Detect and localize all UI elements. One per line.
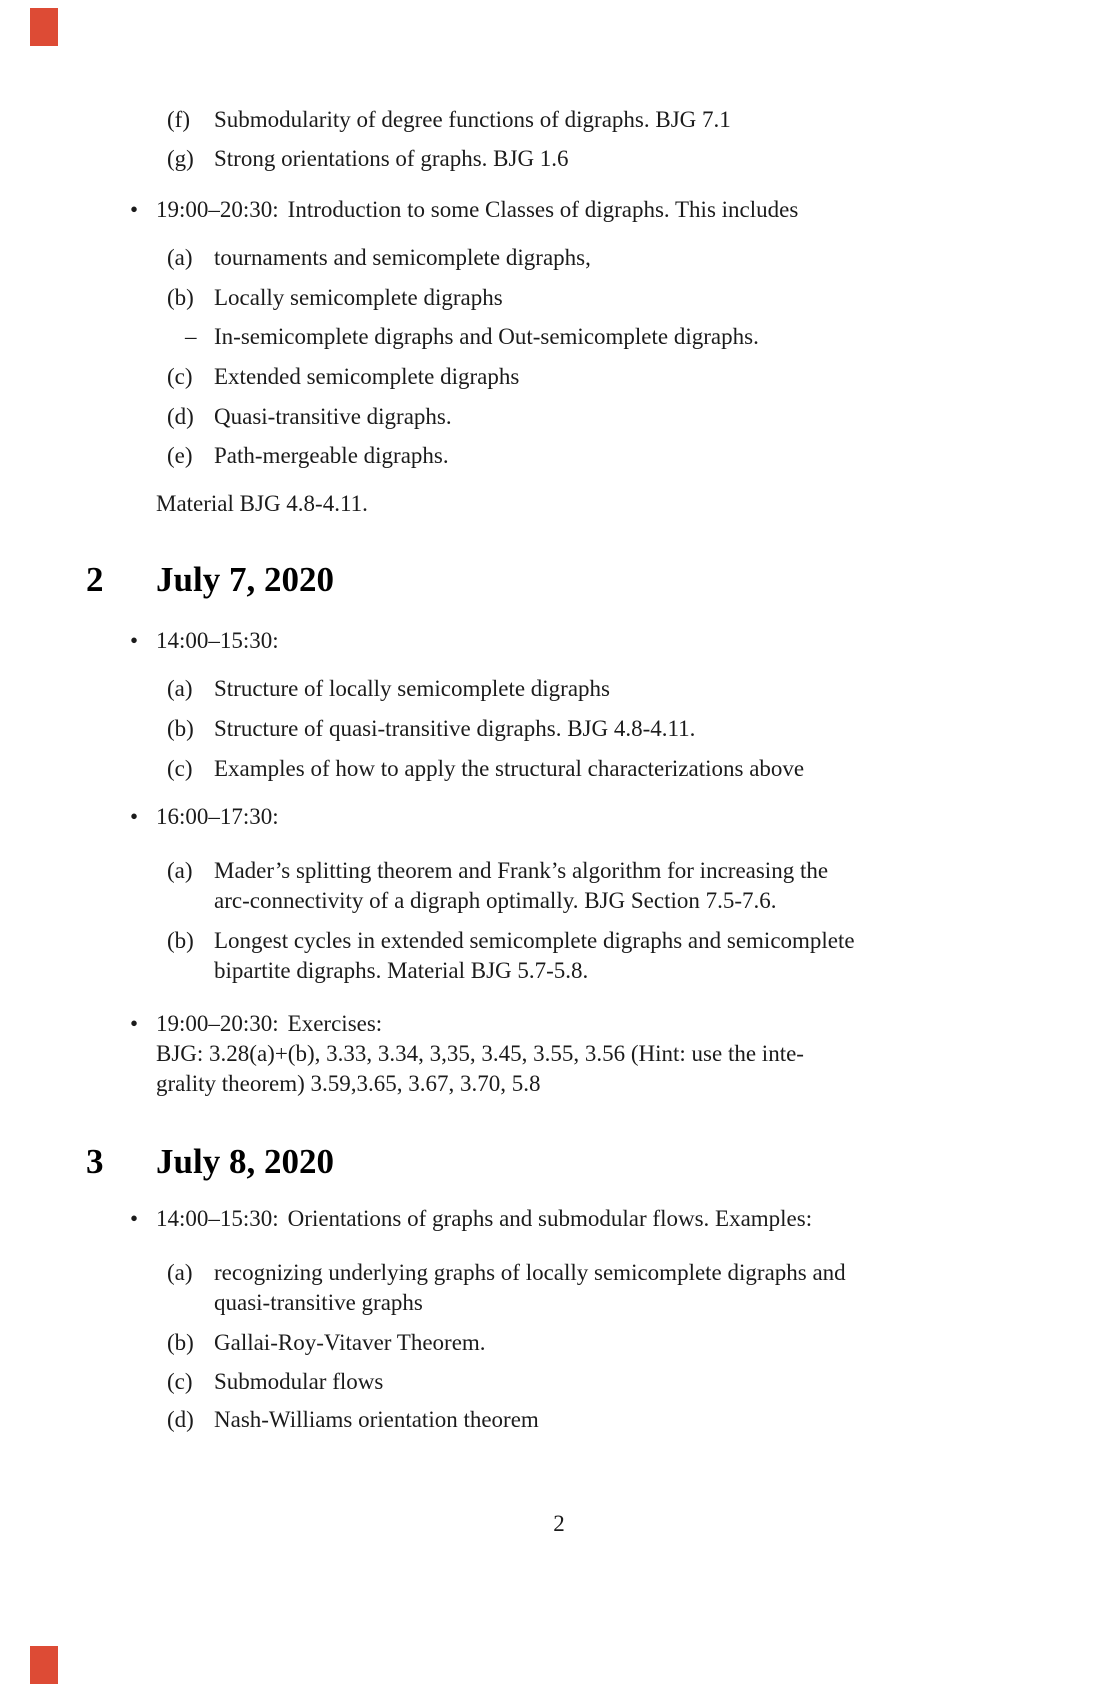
slot-description: Orientations of graphs and submodular flows. Examples:	[287, 1206, 813, 1231]
list-item	[167, 441, 1014, 471]
item-text: Nash-Williams orientation theorem	[214, 1407, 539, 1432]
list-item	[167, 402, 1014, 432]
list-item	[167, 1328, 1014, 1358]
item-label: (c)	[167, 756, 193, 781]
item-label: (b)	[167, 1330, 194, 1355]
slot-description: Introduction to some Classes of digraphs. This includes	[287, 197, 799, 222]
item-text-line: recognizing underlying graphs of locally semicomplete digraphs and	[214, 1260, 846, 1285]
item-text-line: quasi-transitive graphs	[214, 1290, 423, 1315]
exercises-line: BJG: 3.28(a)+(b), 3.33, 3.34, 3,35, 3.45, 3.55, 3.56 (Hint: use the inte-	[156, 1041, 804, 1066]
section-number: 2	[86, 560, 104, 599]
list-item	[167, 243, 1014, 273]
bullet-icon: •	[130, 628, 139, 653]
item-text: tournaments and semicomplete digraphs,	[214, 245, 591, 270]
item-text-line: Mader’s splitting theorem and Frank’s algorithm for increasing the	[214, 858, 829, 883]
list-item	[167, 362, 1014, 392]
item-text: Submodularity of degree functions of digraphs. BJG 7.1	[214, 107, 731, 132]
bullet-icon: •	[130, 197, 139, 222]
section-number: 3	[86, 1142, 104, 1181]
item-label: (b)	[167, 716, 194, 741]
schedule-bullet	[130, 802, 1016, 832]
dash-label: –	[185, 324, 197, 349]
material-note: Material BJG 4.8-4.11.	[156, 491, 368, 516]
list-item	[167, 1258, 1014, 1318]
item-label: (b)	[167, 928, 194, 953]
bullet-icon: •	[130, 804, 139, 829]
section-title: July 8, 2020	[156, 1142, 334, 1181]
item-text-line: Longest cycles in extended semicomplete digraphs and semicomplete	[214, 928, 855, 953]
schedule-bullet	[130, 1204, 1016, 1234]
page-number: 2	[553, 1511, 565, 1536]
item-label: (d)	[167, 1407, 194, 1432]
item-text: Structure of locally semicomplete digraphs	[214, 676, 610, 701]
list-item	[167, 144, 1014, 174]
sub-list-item	[185, 322, 1014, 352]
item-text: Examples of how to apply the structural characterizations above	[214, 756, 805, 781]
list-item	[167, 1405, 1014, 1435]
time-range: 16:00–17:30:	[156, 804, 279, 829]
list-item	[167, 856, 1014, 916]
list-item	[167, 674, 1014, 704]
schedule-bullet	[130, 1009, 1016, 1099]
slot-description: Exercises:	[287, 1011, 383, 1036]
item-label: (d)	[167, 404, 194, 429]
item-label: (a)	[167, 676, 193, 701]
item-text-line: bipartite digraphs. Material BJG 5.7-5.8.	[214, 958, 589, 983]
item-label: (a)	[167, 1260, 193, 1285]
bullet-icon: •	[130, 1011, 139, 1036]
list-item	[167, 926, 1014, 986]
time-range: 14:00–15:30:	[156, 1206, 279, 1231]
time-range: 19:00–20:30:	[156, 1011, 279, 1036]
schedule-bullet	[130, 626, 1016, 656]
section-title: July 7, 2020	[156, 560, 334, 599]
item-label: (c)	[167, 1369, 193, 1394]
item-label: (c)	[167, 364, 193, 389]
item-label: (a)	[167, 858, 193, 883]
item-label: (f)	[167, 107, 190, 132]
item-text: Gallai-Roy-Vitaver Theorem.	[214, 1330, 486, 1355]
item-label: (a)	[167, 245, 193, 270]
corner-marker-bottom	[30, 1646, 58, 1684]
item-label: (b)	[167, 285, 194, 310]
bullet-icon: •	[130, 1206, 139, 1231]
schedule-bullet	[130, 195, 1016, 225]
list-item	[167, 714, 1014, 744]
list-item	[167, 283, 1014, 313]
item-label: (e)	[167, 443, 193, 468]
item-text: Extended semicomplete digraphs	[214, 364, 520, 389]
exercises-line: grality theorem) 3.59,3.65, 3.67, 3.70, 5.8	[156, 1071, 541, 1096]
time-range: 19:00–20:30:	[156, 197, 279, 222]
list-item	[167, 105, 1014, 135]
item-text: In-semicomplete digraphs and Out-semicomplete digraphs.	[214, 324, 759, 349]
item-text: Strong orientations of graphs. BJG 1.6	[214, 146, 569, 171]
item-label: (g)	[167, 146, 194, 171]
item-text: Structure of quasi-transitive digraphs. BJG 4.8-4.11.	[214, 716, 696, 741]
item-text: Submodular flows	[214, 1369, 384, 1394]
item-text: Locally semicomplete digraphs	[214, 285, 503, 310]
item-text: Quasi-transitive digraphs.	[214, 404, 452, 429]
section-2-heading	[86, 558, 1118, 602]
item-text: Path-mergeable digraphs.	[214, 443, 449, 468]
list-item	[167, 1367, 1014, 1397]
section-3-heading	[86, 1140, 1118, 1184]
time-range: 14:00–15:30:	[156, 628, 279, 653]
list-item	[167, 754, 1014, 784]
item-text-line: arc-connectivity of a digraph optimally. BJG Section 7.5-7.6.	[214, 888, 777, 913]
